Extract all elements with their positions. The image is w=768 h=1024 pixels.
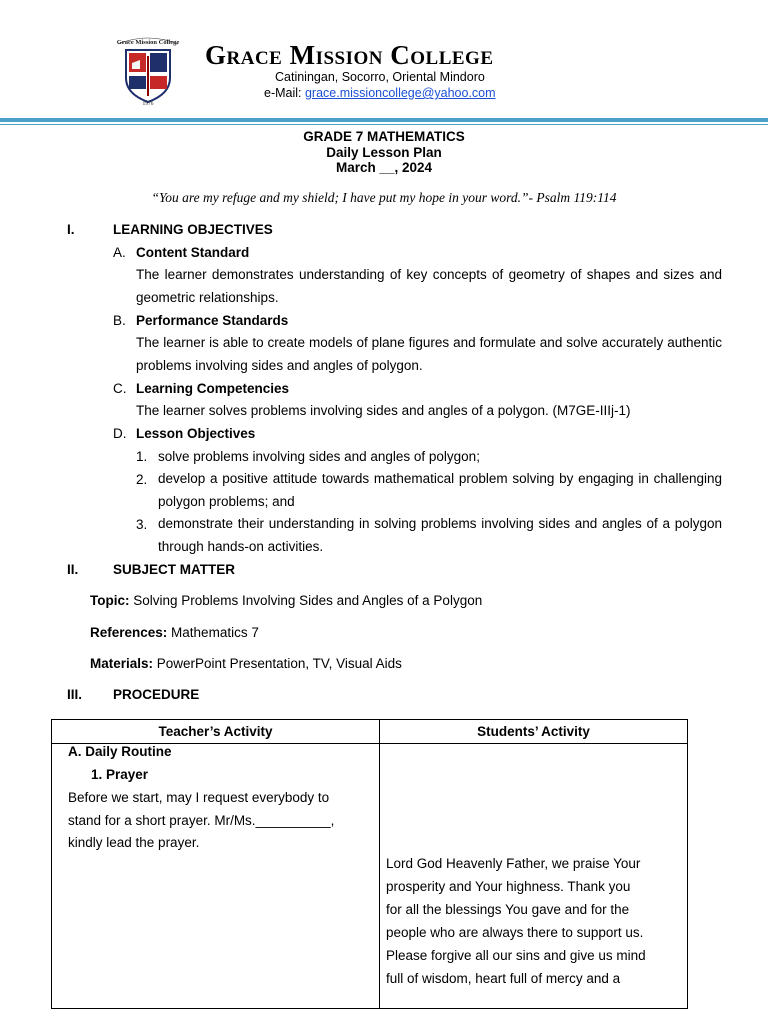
college-email-line xyxy=(264,86,496,100)
section-number: I. xyxy=(67,222,75,237)
materials-value: PowerPoint Presentation, TV, Visual Aids xyxy=(153,656,402,671)
student-line: people who are always there to support us. xyxy=(386,925,644,940)
content-standard-text: The learner demonstrates understanding of key concepts of geometry of shapes and sizes and geometric relationships. xyxy=(136,267,722,305)
topic-line xyxy=(90,593,482,608)
references-value: Mathematics 7 xyxy=(167,625,259,640)
header-divider-thick xyxy=(0,118,768,122)
section-title: SUBJECT MATTER xyxy=(113,562,236,577)
college-address: Catiningan, Socorro, Oriental Mindoro xyxy=(275,70,485,84)
objective-number: 1. xyxy=(136,449,148,464)
objective-number: 2. xyxy=(136,472,148,487)
routine-heading: A. Daily Routine xyxy=(68,744,172,759)
teacher-line: stand for a short prayer. Mr/Ms.__________, xyxy=(68,813,335,828)
college-name: Grace Mission College xyxy=(205,40,494,70)
performance-standards-text: The learner is able to create models of plane figures and formulate and solve accurately authentic problems involving sides and angles of polygon. xyxy=(136,335,722,373)
subsection-letter: C. xyxy=(113,381,127,396)
references-line xyxy=(90,625,259,640)
bible-verse: “You are my refuge and my shield; I have put my hope in your word.”- Psalm 119:114 xyxy=(151,190,617,205)
teacher-line: Before we start, may I request everybody to xyxy=(68,790,330,805)
student-line: Please forgive all our sins and give us mind xyxy=(386,948,646,963)
teacher-line: kindly lead the prayer. xyxy=(68,835,200,850)
doc-date: March __, 2024 xyxy=(335,160,433,175)
logo-seal-text: Grace Mission College xyxy=(116,39,180,46)
materials-label: Materials: xyxy=(90,656,154,671)
objective-item: solve problems involving sides and angles of polygon; xyxy=(158,449,480,464)
doc-subject: GRADE 7 MATHEMATICS xyxy=(303,129,465,144)
student-line: full of wisdom, heart full of mercy and a xyxy=(386,971,621,986)
section-number: II. xyxy=(67,562,79,577)
topic-value: Solving Problems Involving Sides and Angles of a Polygon xyxy=(129,593,483,608)
teacher-activity-header: Teacher’s Activity xyxy=(52,720,380,744)
table-row xyxy=(52,744,688,1009)
section-title: LEARNING OBJECTIVES xyxy=(113,222,273,237)
subsection-title: Performance Standards xyxy=(136,313,289,328)
students-activity-cell xyxy=(380,744,688,1009)
subsection-title: Content Standard xyxy=(136,245,250,260)
materials-line xyxy=(90,656,402,671)
prayer-heading: 1. Prayer xyxy=(91,767,149,782)
teacher-activity-cell xyxy=(52,744,380,1009)
doc-type: Daily Lesson Plan xyxy=(326,145,442,160)
objective-number: 3. xyxy=(136,517,148,532)
section-number: III. xyxy=(67,687,83,702)
objective-item: develop a positive attitude towards mathematical problem solving by engaging in challenging polygon problems; and xyxy=(158,471,722,509)
subsection-letter: B. xyxy=(113,313,126,328)
subsection-title: Learning Competencies xyxy=(136,381,290,396)
email-label: e-Mail: xyxy=(264,86,305,100)
subsection-title: Lesson Objectives xyxy=(136,426,256,441)
email-link[interactable]: grace.missioncollege@yahoo.com xyxy=(304,86,496,100)
subsection-letter: A. xyxy=(113,245,126,260)
student-line: for all the blessings You gave and for the xyxy=(386,902,630,917)
logo-year: 1976 xyxy=(142,101,154,106)
section-title: PROCEDURE xyxy=(113,687,200,702)
references-label: References: xyxy=(90,625,168,640)
procedure-table xyxy=(51,719,688,1009)
objective-item: demonstrate their understanding in solving problems involving sides and angles of a polygon through hands-on activities. xyxy=(158,516,722,554)
header-divider-thin xyxy=(0,124,768,125)
learning-competencies-text: The learner solves problems involving sides and angles of a polygon. (M7GE-IIIj-1) xyxy=(136,403,631,418)
student-line: Lord God Heavenly Father, we praise Your xyxy=(386,856,641,871)
table-header-row xyxy=(52,720,688,744)
topic-label: Topic: xyxy=(90,593,130,608)
college-logo xyxy=(110,36,186,106)
students-activity-header: Students’ Activity xyxy=(380,720,688,744)
subsection-letter: D. xyxy=(113,426,127,441)
student-line: prosperity and Your highness. Thank you xyxy=(386,879,631,894)
